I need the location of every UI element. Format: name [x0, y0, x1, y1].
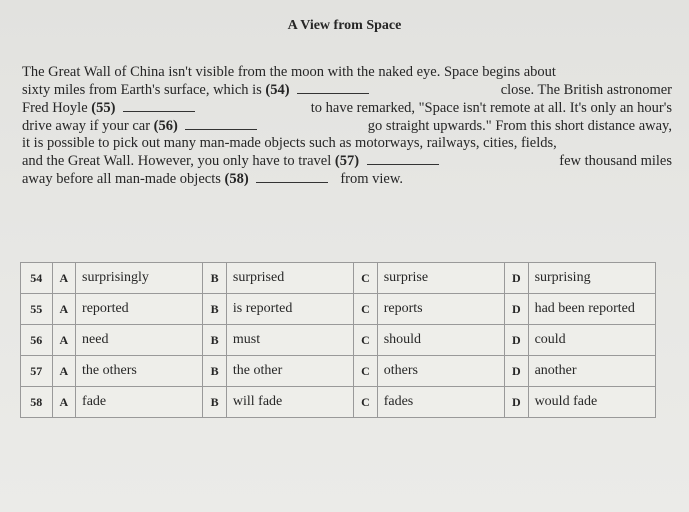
passage-line — [22, 99, 672, 117]
option-text[interactable]: must — [226, 325, 353, 356]
option-letter: B — [203, 263, 226, 294]
option-text[interactable]: others — [377, 356, 504, 387]
option-letter: A — [52, 325, 75, 356]
option-text[interactable]: will fade — [226, 387, 353, 418]
question-number: 54 — [21, 263, 53, 294]
question-number: 57 — [21, 356, 53, 387]
option-text[interactable]: would fade — [528, 387, 655, 418]
option-text[interactable]: surprise — [377, 263, 504, 294]
option-text[interactable]: the others — [76, 356, 203, 387]
question-number: 55 — [21, 294, 53, 325]
option-letter: D — [505, 387, 528, 418]
passage-text: sixty miles from Earth's surface, which is — [22, 81, 262, 98]
option-letter: C — [354, 325, 377, 356]
blank-number: (56) — [153, 117, 178, 134]
question-row — [21, 325, 656, 356]
option-text[interactable]: need — [76, 325, 203, 356]
option-letter: D — [505, 325, 528, 356]
option-text[interactable]: surprisingly — [76, 263, 203, 294]
answer-blank-56[interactable] — [185, 117, 257, 130]
passage-line — [22, 152, 672, 170]
option-letter: A — [52, 294, 75, 325]
option-letter: D — [505, 294, 528, 325]
option-letter: C — [354, 356, 377, 387]
option-text[interactable]: surprised — [226, 263, 353, 294]
option-letter: D — [505, 263, 528, 294]
passage-line — [22, 81, 672, 99]
question-row — [21, 387, 656, 418]
passage-text: close. The British astronomer — [500, 81, 672, 98]
question-row — [21, 356, 656, 387]
passage-line — [22, 64, 672, 81]
question-number: 56 — [21, 325, 53, 356]
option-text[interactable]: is reported — [226, 294, 353, 325]
option-letter: A — [52, 387, 75, 418]
passage-text: and the Great Wall. However, you only have to travel — [22, 152, 332, 169]
option-text[interactable]: reported — [76, 294, 203, 325]
option-text[interactable]: could — [528, 325, 655, 356]
question-row — [21, 263, 656, 294]
answer-blank-58[interactable] — [256, 170, 328, 183]
passage-text: Fred Hoyle — [22, 99, 88, 116]
passage-text: few thousand miles — [559, 152, 672, 169]
passage-text: The Great Wall of China isn't visible from the moon with the naked eye. Space begins about — [22, 64, 556, 80]
option-letter: B — [203, 356, 226, 387]
option-letter: A — [52, 356, 75, 387]
option-letter: C — [354, 387, 377, 418]
option-letter: B — [203, 294, 226, 325]
passage-line — [22, 170, 672, 188]
blank-number: (54) — [265, 81, 290, 98]
option-letter: C — [354, 294, 377, 325]
answer-blank-55[interactable] — [123, 99, 195, 112]
option-letter: B — [203, 387, 226, 418]
answer-choices-table — [20, 262, 656, 418]
answer-blank-57[interactable] — [367, 152, 439, 165]
question-number: 58 — [21, 387, 53, 418]
option-letter: A — [52, 263, 75, 294]
passage-text: from view. — [340, 170, 403, 187]
blank-number: (55) — [91, 99, 116, 116]
blank-number: (58) — [224, 170, 249, 187]
passage-text: away before all man-made objects — [22, 170, 221, 187]
option-text[interactable]: the other — [226, 356, 353, 387]
question-row — [21, 294, 656, 325]
option-text[interactable]: another — [528, 356, 655, 387]
answer-blank-54[interactable] — [297, 81, 369, 94]
cloze-passage — [22, 64, 672, 188]
passage-text: go straight upwards." From this short distance away, — [367, 117, 672, 134]
passage-line — [22, 117, 672, 135]
passage-text: to have remarked, "Space isn't remote at all. It's only an hour's — [310, 99, 672, 116]
option-text[interactable]: reports — [377, 294, 504, 325]
option-letter: D — [505, 356, 528, 387]
option-text[interactable]: had been reported — [528, 294, 655, 325]
option-text[interactable]: fades — [377, 387, 504, 418]
option-text[interactable]: surprising — [528, 263, 655, 294]
option-letter: B — [203, 325, 226, 356]
passage-line — [22, 135, 672, 152]
passage-text: it is possible to pick out many man-made objects such as motorways, railways, cities, fields, — [22, 134, 557, 151]
option-text[interactable]: fade — [76, 387, 203, 418]
option-text[interactable]: should — [377, 325, 504, 356]
blank-number: (57) — [334, 152, 360, 169]
option-letter: C — [354, 263, 377, 294]
passage-text: drive away if your car — [22, 117, 151, 134]
page-title: A View from Space — [287, 18, 402, 33]
